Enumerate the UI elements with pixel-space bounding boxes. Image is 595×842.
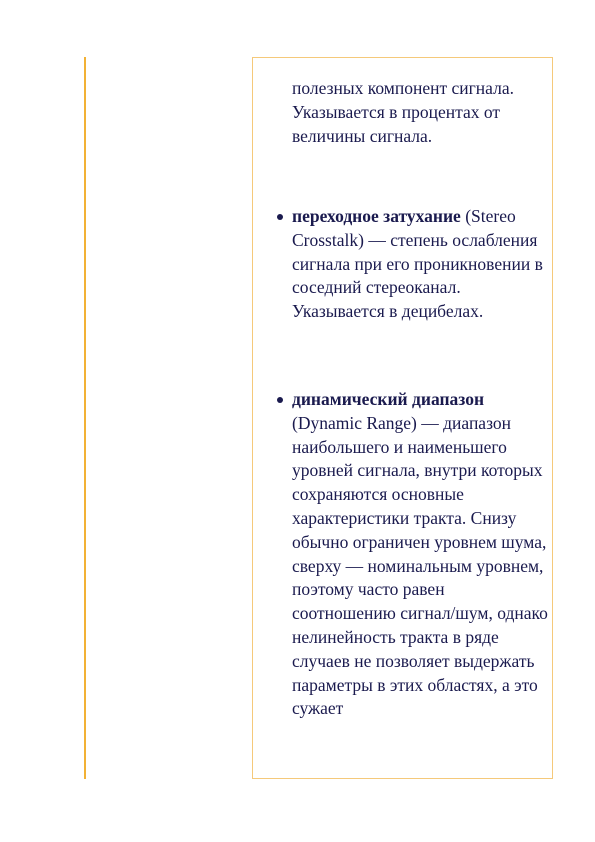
bullet-icon xyxy=(277,214,283,220)
term-english: (Dynamic Range) xyxy=(292,412,417,433)
term: переходное затухание xyxy=(292,206,461,226)
left-margin-rule xyxy=(84,57,86,779)
term-english: (Stereo Crosstalk) xyxy=(292,206,516,250)
term-description: — степень ослабления сигнала при его проникновении в соседний стереоканал. Указывается в децибелах. xyxy=(292,229,543,322)
term: динамический диапазон xyxy=(292,389,485,409)
intro-paragraph: полезных компонент сигнала. Указывается в процентах от величины сигнала. xyxy=(292,78,514,146)
list-item-text xyxy=(292,205,550,324)
list-item-text xyxy=(292,388,552,721)
bullet-icon xyxy=(277,397,283,403)
text-frame xyxy=(252,57,553,779)
term-description: — диапазон наибольшего и наименьшего уровней сигнала, внутри которых сохраняются основные характеристики тракта. Снизу обычно ограничен уровнем шума, сверху — номинальным уровнем, поэтому часто равен соотношению сигнал/шум, однако нелинейность тракта в ряде случаев не позволяет выдержать параметры в этих областях, а это сужает xyxy=(292,412,548,719)
